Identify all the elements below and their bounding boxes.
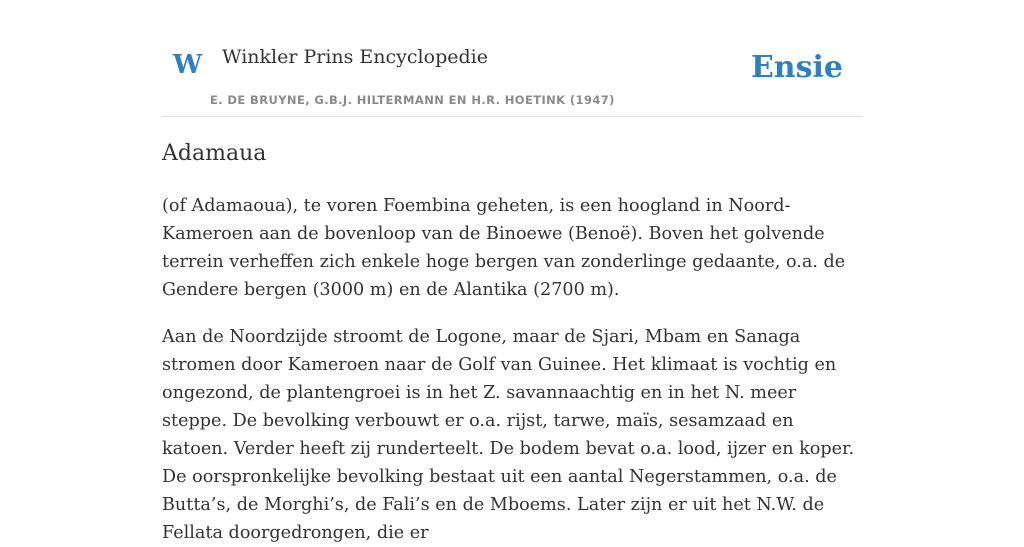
publication-authors: E. DE BRUYNE, G.B.J. HILTERMANN EN H.R. HOETINK (1947) [210, 93, 615, 107]
publication-logo[interactable]: W [173, 50, 203, 80]
publication-title[interactable]: Winkler Prins Encyclopedie [222, 46, 488, 68]
article-paragraph: (of Adamaoua), te voren Foembina geheten, is een hoogland in Noord-Kameroen aan de bovenloop van de Binoewe (Benoë). Boven het golvende terrein verheffen zich enkele hoge bergen van zonderlinge gedaante, o.a. de Gendere bergen (3000 m) en de Alantika (2700 m). [162, 196, 846, 300]
article [162, 138, 862, 547]
article-paragraph: Aan de Noordzijde stroomt de Logone, maar de Sjari, Mbam en Sanaga stromen door Kameroen naar de Golf van Guinee. Het klimaat is vochtig en ongezond, de plantengroei is in het Z. savannaachtig en in het N. meer steppe. De bevolking verbouwt er o.a. rijst, tarwe, maïs, sesamzaad en katoen. Verder heeft zij runderteelt. De bodem bevat o.a. lood, ijzer en koper. De oorspronkelijke bevolking bestaat uit een aantal Negerstammen, o.a. de Butta’s, de Morghi’s, de Fali’s en de Mboems. Later zijn er uit het N.W. de Fellata doorgedrongen, die er [162, 327, 855, 543]
brand-logo[interactable]: Ensie [750, 50, 843, 85]
site-header [162, 0, 862, 117]
article-title: Adamaua [162, 141, 267, 166]
